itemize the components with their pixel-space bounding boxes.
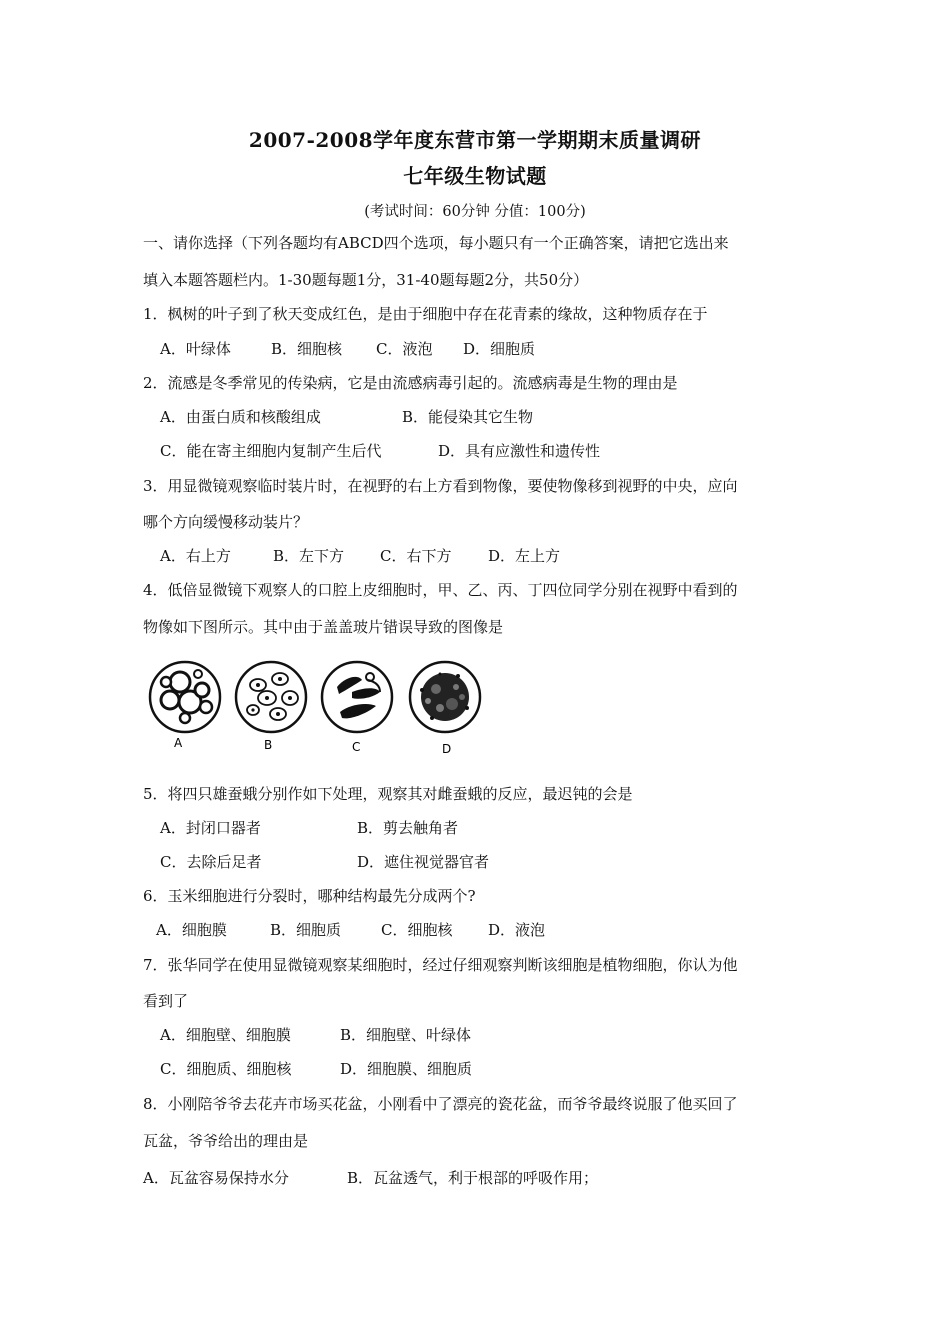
figure-circle-c bbox=[322, 662, 392, 732]
question-1-stem: 1．枫树的叶子到了秋天变成红色，是由于细胞中存在花青素的缘故，这种物质存在于 bbox=[143, 305, 708, 323]
exam-info: (考试时间：60分钟 分值：100分) bbox=[364, 204, 586, 220]
section-instructions-line-1: 一、请你选择（下列各题均有ABCD四个选项，每小题只有一个正确答案，请把它选出来 bbox=[143, 234, 729, 252]
figure-label-a: A bbox=[174, 736, 183, 750]
question-2-option-d: D．具有应激性和遗传性 bbox=[438, 442, 601, 460]
question-2-stem: 2．流感是冬季常见的传染病，它是由流感病毒引起的。流感病毒是生物的理由是 bbox=[143, 374, 678, 392]
question-1-option-b: B．细胞核 bbox=[271, 340, 343, 358]
question-1-option-c: C．液泡 bbox=[376, 340, 433, 358]
question-3-option-b: B．左下方 bbox=[273, 547, 345, 565]
question-6-option-c: C．细胞核 bbox=[381, 921, 453, 939]
question-4-stem-line-1: 4．低倍显微镜下观察人的口腔上皮细胞时，甲、乙、丙、丁四位同学分别在视野中看到的 bbox=[143, 581, 738, 599]
question-2-option-c: C．能在寄主细胞内复制产生后代 bbox=[160, 442, 382, 460]
question-3-stem-line-1: 3．用显微镜观察临时装片时，在视野的右上方看到物像，要使物像移到视野的中央，应向 bbox=[143, 477, 738, 495]
figure-label-c: C bbox=[352, 740, 361, 754]
question-5-option-c: C．去除后足者 bbox=[160, 853, 262, 871]
question-8-option-a: A．瓦盆容易保持水分 bbox=[143, 1169, 289, 1187]
question-3-option-a: A．右上方 bbox=[160, 547, 231, 565]
question-7-option-d: D．细胞膜、细胞质 bbox=[340, 1060, 473, 1078]
question-7-stem-line-2: 看到了 bbox=[143, 992, 189, 1010]
exam-subtitle: 七年级生物试题 bbox=[403, 164, 547, 188]
question-2-option-a: A．由蛋白质和核酸组成 bbox=[160, 408, 321, 426]
figure-circle-a bbox=[150, 662, 220, 732]
question-3-option-c: C．右下方 bbox=[380, 547, 452, 565]
question-3-stem-line-2: 哪个方向缓慢移动装片？ bbox=[143, 513, 309, 531]
question-8-option-b: B．瓦盆透气，利于根部的呼吸作用； bbox=[347, 1169, 599, 1187]
question-7-option-a: A．细胞壁、细胞膜 bbox=[160, 1026, 291, 1044]
question-7-option-c: C．细胞质、细胞核 bbox=[160, 1060, 292, 1078]
question-5-option-b: B．剪去触角者 bbox=[357, 819, 459, 837]
figure-circle-d bbox=[410, 662, 480, 732]
question-5-stem: 5．将四只雄蚕蛾分别作如下处理，观察其对雌蚕蛾的反应，最迟钝的会是 bbox=[143, 785, 633, 803]
question-4-stem-line-2: 物像如下图所示。其中由于盖盖玻片错误导致的图像是 bbox=[143, 618, 504, 636]
cheek-cell-figure bbox=[140, 652, 500, 762]
question-6-option-d: D．液泡 bbox=[488, 921, 546, 939]
figure-label-b: B bbox=[264, 738, 273, 752]
question-5-option-a: A．封闭口器者 bbox=[160, 819, 261, 837]
question-7-option-b: B．细胞壁、叶绿体 bbox=[340, 1026, 472, 1044]
section-instructions-line-2: 填入本题答题栏内。1-30题每题1分，31-40题每题2分，共50分） bbox=[143, 271, 589, 289]
figure-label-d: D bbox=[442, 742, 452, 756]
question-6-option-b: B．细胞质 bbox=[270, 921, 342, 939]
question-1-option-d: D．细胞质 bbox=[463, 340, 536, 358]
question-8-stem-line-1: 8．小刚陪爷爷去花卉市场买花盆，小刚看中了漂亮的瓷花盆，而爷爷最终说服了他买回了 bbox=[143, 1095, 738, 1113]
question-6-stem: 6．玉米细胞进行分裂时，哪种结构最先分成两个? bbox=[143, 887, 476, 905]
question-6-option-a: A．细胞膜 bbox=[156, 921, 227, 939]
exam-title: 2007-2008学年度东营市第一学期期末质量调研 bbox=[248, 128, 702, 152]
question-7-stem-line-1: 7．张华同学在使用显微镜观察某细胞时，经过仔细观察判断该细胞是植物细胞，你认为他 bbox=[143, 956, 738, 974]
figure-circle-b bbox=[236, 662, 306, 732]
question-5-option-d: D．遮住视觉器官者 bbox=[357, 853, 490, 871]
question-8-stem-line-2: 瓦盆，爷爷给出的理由是 bbox=[143, 1132, 309, 1150]
question-1-option-a: A．叶绿体 bbox=[160, 340, 231, 358]
question-3-option-d: D．左上方 bbox=[488, 547, 561, 565]
question-2-option-b: B．能侵染其它生物 bbox=[402, 408, 534, 426]
